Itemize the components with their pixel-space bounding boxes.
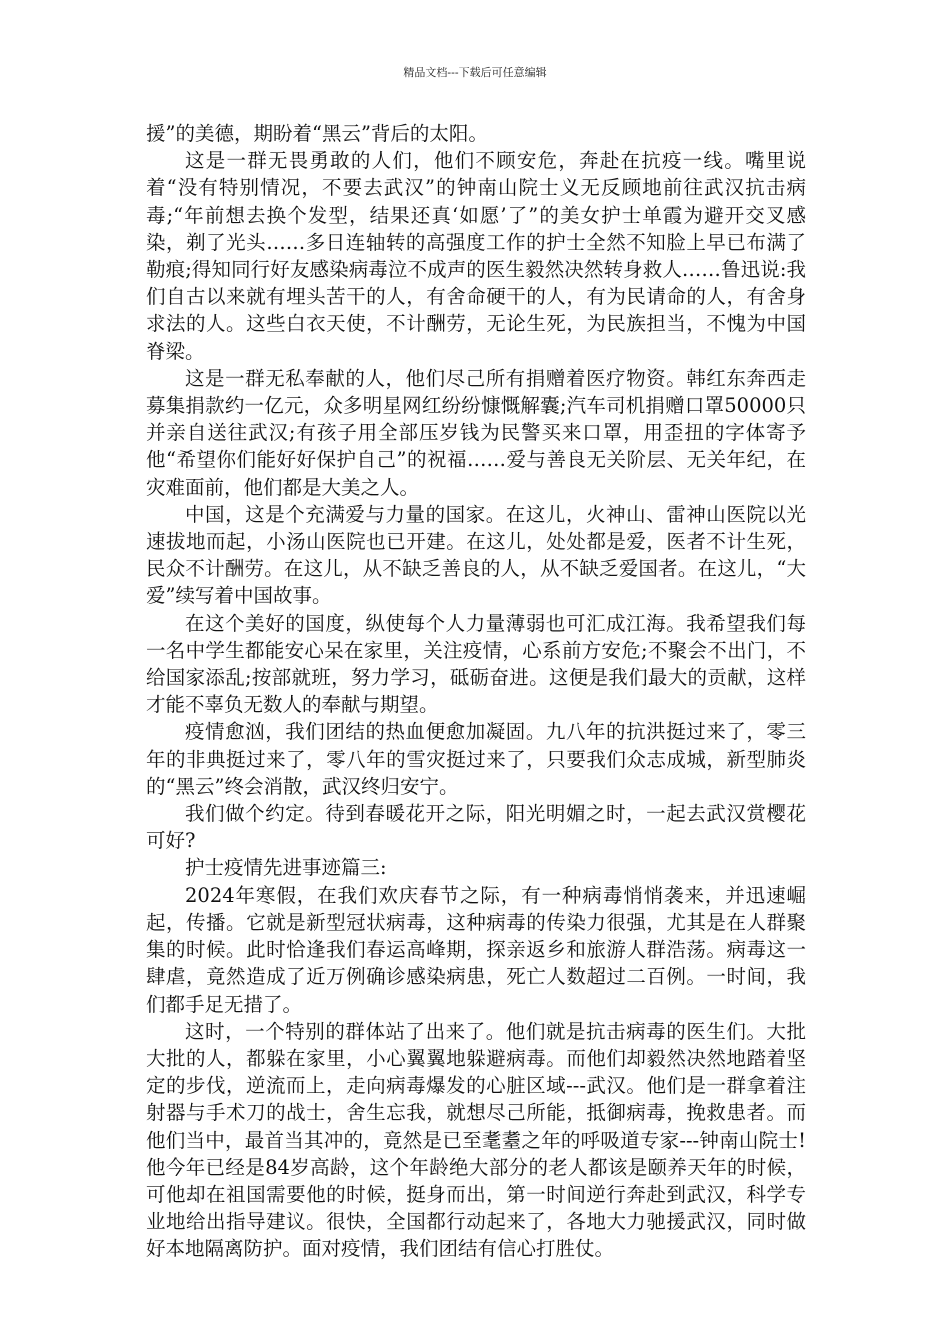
page-header: 精品文档---下载后可任意编辑	[403, 66, 547, 79]
paragraph: 我们做个约定。待到春暖花开之际，阳光明媚之时，一起去武汉赏樱花可好?	[146, 802, 806, 853]
document-body	[146, 120, 806, 1263]
paragraph: 在这个美好的国度，纵使每个人力量薄弱也可汇成江海。我希望我们每一名中学生都能安心呆在家里，关注疫情，心系前方安危;不聚会不出门，不给国家添乱;按部就班，努力学习，砥砺奋进。这便是我们最大的贡献，这样才能不辜负无数人的奉献与期望。	[146, 611, 806, 717]
paragraph: 疫情愈汹，我们团结的热血便愈加凝固。九八年的抗洪挺过来了，零三年的非典挺过来了，零八年的雪灾挺过来了，只要我们众志成城，新型肺炎的“黑云”终会消散，武汉终归安宁。	[146, 720, 806, 798]
paragraph: 援”的美德，期盼着“黑云”背后的太阳。	[146, 122, 488, 145]
paragraph: 中国，这是个充满爱与力量的国家。在这儿，火神山、雷神山医院以光速拔地而起，小汤山医院也已开建。在这儿，处处都是爱，医者不计生死，民众不计酬劳。在这儿，从不缺乏善良的人，从不缺乏爱国者。在这儿，“大爱”续写着中国故事。	[146, 502, 806, 608]
paragraph: 这是一群无畏勇敢的人们，他们不顾安危，奔赴在抗疫一线。嘴里说着“没有特别情况，不要去武汉”的钟南山院士义无反顾地前往武汉抗击病毒;“年前想去换个发型，结果还真‘如愿’了”的美女护士单霞为避开交叉感染，剃了光头……多日连轴转的高强度工作的护士全然不知脸上早已布满了勒痕;得知同行好友感染病毒泣不成声的医生毅然决然转身救人……鲁迅说:我们自古以来就有埋头苦干的人，有舍命硬干的人，有为民请命的人，有舍身求法的人。这些白衣天使，不计酬劳，无论生死，为民族担当，不愧为中国脊梁。	[146, 149, 806, 363]
paragraph: 这是一群无私奉献的人，他们尽己所有捐赠着医疗物资。韩红东奔西走募集捐款约一亿元，众多明星网红纷纷慷慨解囊;汽车司机捐赠口罩50000只并亲自送往武汉;有孩子用全部压岁钱为民警买来口罩，用歪扭的字体寄予他“希望你们能好好保护自己”的祝福……爱与善良无关阶层、无关年纪，在灾难面前，他们都是大美之人。	[146, 366, 806, 499]
paragraph: 2024年寒假，在我们欢庆春节之际，有一种病毒悄悄袭来，并迅速崛起，传播。它就是新型冠状病毒，这种病毒的传染力很强，尤其是在人群聚集的时候。此时恰逢我们春运高峰期，探亲返乡和旅游人群浩荡。病毒这一肆虐，竟然造成了近万例确诊感染病患，死亡人数超过二百例。一时间，我们都手足无措了。	[146, 883, 806, 1016]
section-heading: 护士疫情先进事迹篇三:	[185, 856, 387, 880]
paragraph: 这时，一个特别的群体站了出来了。他们就是抗击病毒的医生们。大批大批的人，都躲在家里，小心翼翼地躲避病毒。而他们却毅然决然地踏着坚定的步伐，逆流而上，走向病毒爆发的心脏区域---武汉。他们是一群拿着注射器与手术刀的战士，舍生忘我，就想尽己所能，抵御病毒，挽救患者。而他们当中，最首当其冲的，竟然是已至耄耋之年的呼吸道专家---钟南山院士!他今年已经是84岁高龄，这个年龄绝大部分的老人都该是颐养天年的时候，可他却在祖国需要他的时候，挺身而出，第一时间逆行奔赴到武汉，科学专业地给出指导建议。很快，全国都行动起来了，各地大力驰援武汉，同时做好本地隔离防护。面对疫情，我们团结有信心打胜仗。	[146, 1019, 806, 1261]
